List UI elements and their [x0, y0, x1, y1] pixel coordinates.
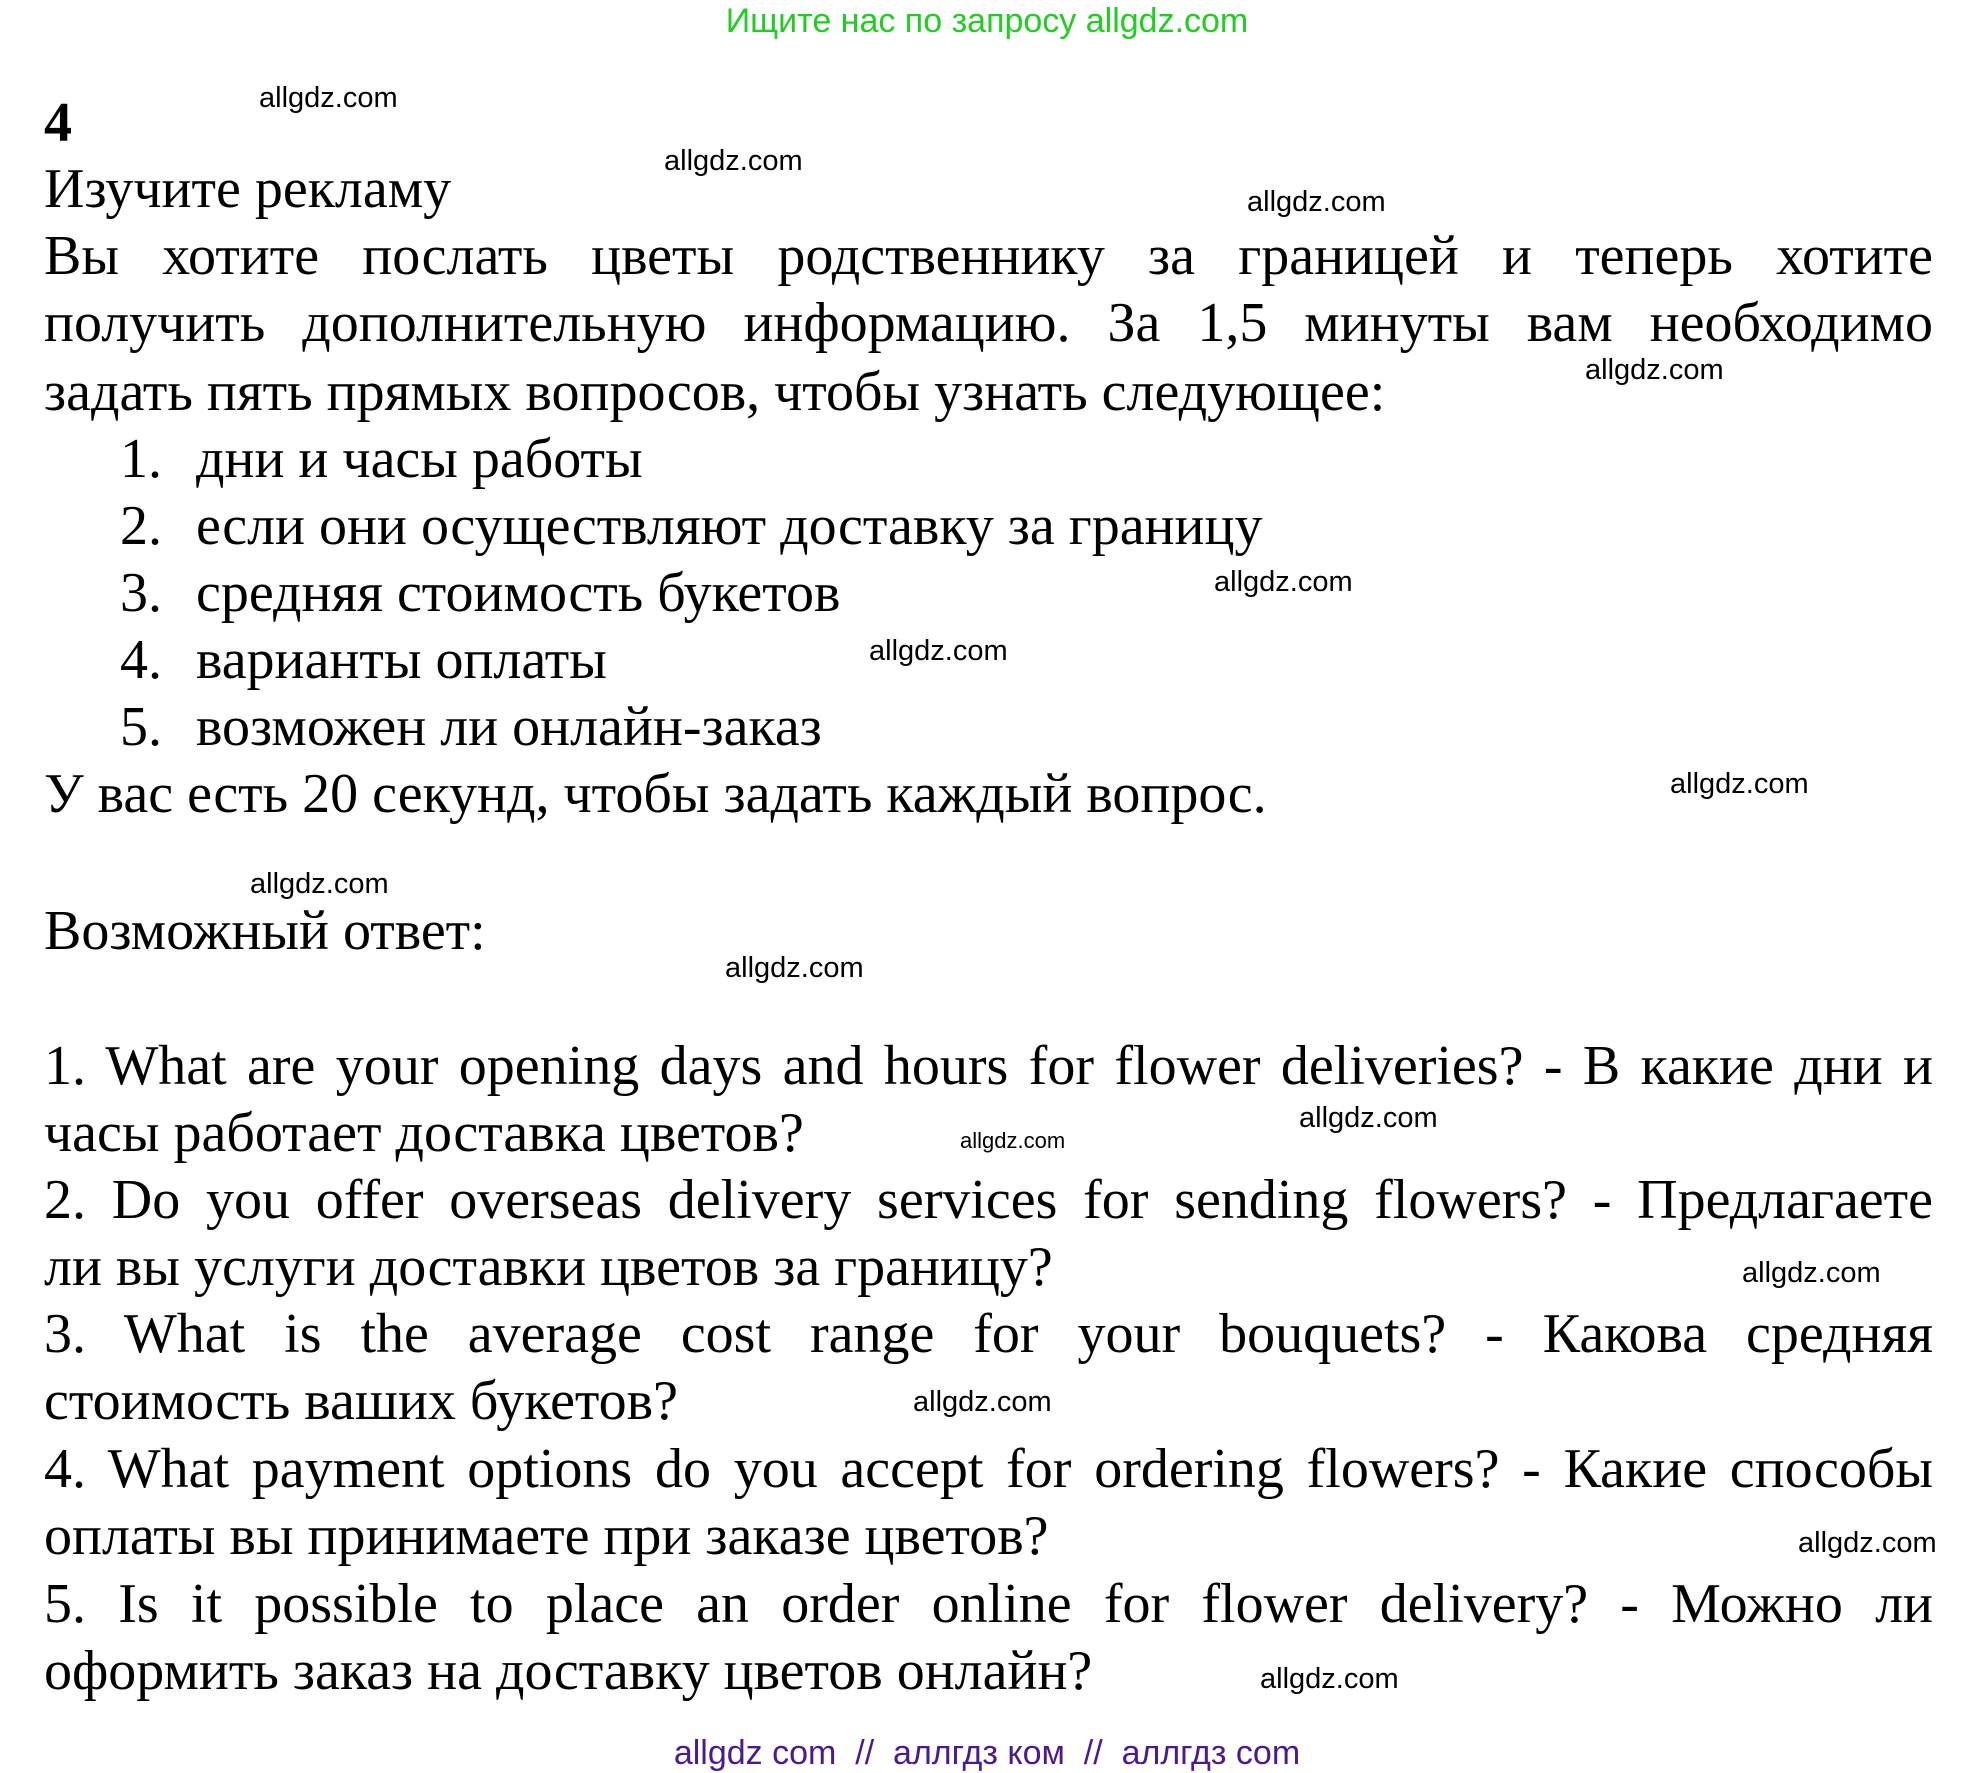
- list-item: возможен ли онлайн-заказ: [196, 696, 822, 758]
- list-item-number: 5.: [120, 696, 162, 758]
- list-item-number: 4.: [120, 629, 162, 691]
- answer-line: оформить заказ на доставку цветов онлайн?: [44, 1640, 1093, 1702]
- list-item-number: 1.: [120, 428, 162, 490]
- answer-line: 4. What payment options do you accept for ordering flowers? - Какие способы: [44, 1438, 1933, 1500]
- watermark: allgdz.com: [960, 1128, 1066, 1153]
- list-item: если они осуществляют доставку за границу: [196, 495, 1263, 557]
- watermark: allgdz.com: [1585, 354, 1724, 386]
- list-item: варианты оплаты: [196, 629, 607, 691]
- answer-line: стоимость ваших букетов?: [44, 1370, 678, 1432]
- footer-links: allgdz com // аллгдз ком // аллгдз com: [673, 1734, 1301, 1772]
- watermark: allgdz.com: [1299, 1102, 1438, 1134]
- answer-line: 5. Is it possible to place an order online for flower delivery? - Можно ли: [44, 1573, 1933, 1635]
- watermark: allgdz.com: [1247, 186, 1386, 218]
- task-title: Изучите рекламу: [44, 158, 452, 220]
- watermark: allgdz.com: [1214, 566, 1353, 598]
- list-item: средняя стоимость букетов: [196, 562, 841, 624]
- watermark: allgdz.com: [1742, 1257, 1881, 1289]
- answer-line: 2. Do you offer overseas delivery services for sending flowers? - Предлагаете: [44, 1169, 1933, 1231]
- intro-line: Вы хотите послать цветы родственнику за границей и теперь хотите: [44, 225, 1933, 287]
- intro-line: задать пять прямых вопросов, чтобы узнать следующее:: [44, 361, 1386, 423]
- answer-line: оплаты вы принимаете при заказе цветов?: [44, 1505, 1049, 1567]
- list-item: дни и часы работы: [196, 428, 643, 490]
- watermark: allgdz.com: [1798, 1527, 1937, 1559]
- watermark: allgdz.com: [725, 952, 864, 984]
- watermark: allgdz.com: [664, 145, 803, 177]
- list-item-number: 3.: [120, 562, 162, 624]
- watermark: allgdz.com: [1260, 1663, 1399, 1695]
- task-number: 4: [44, 92, 72, 154]
- list-item-number: 2.: [120, 495, 162, 557]
- watermark: allgdz.com: [259, 82, 398, 114]
- watermark: allgdz.com: [1670, 768, 1809, 800]
- answer-line: ли вы услуги доставки цветов за границу?: [44, 1236, 1053, 1298]
- answer-heading: Возможный ответ:: [44, 900, 486, 962]
- answer-line: 1. What are your opening days and hours for flower deliveries? - В какие дни и: [44, 1035, 1933, 1097]
- answer-line: часы работает доставка цветов?: [44, 1102, 804, 1164]
- watermark: allgdz.com: [869, 635, 1008, 667]
- task-closing: У вас есть 20 секунд, чтобы задать каждый вопрос.: [44, 763, 1267, 825]
- intro-line: получить дополнительную информацию. За 1,5 минуты вам необходимо: [44, 292, 1933, 354]
- watermark: allgdz.com: [913, 1386, 1052, 1418]
- watermark: allgdz.com: [250, 868, 389, 900]
- header-banner: Ищите нас по запросу allgdz.com: [725, 2, 1249, 40]
- answer-line: 3. What is the average cost range for your bouquets? - Какова средняя: [44, 1303, 1933, 1365]
